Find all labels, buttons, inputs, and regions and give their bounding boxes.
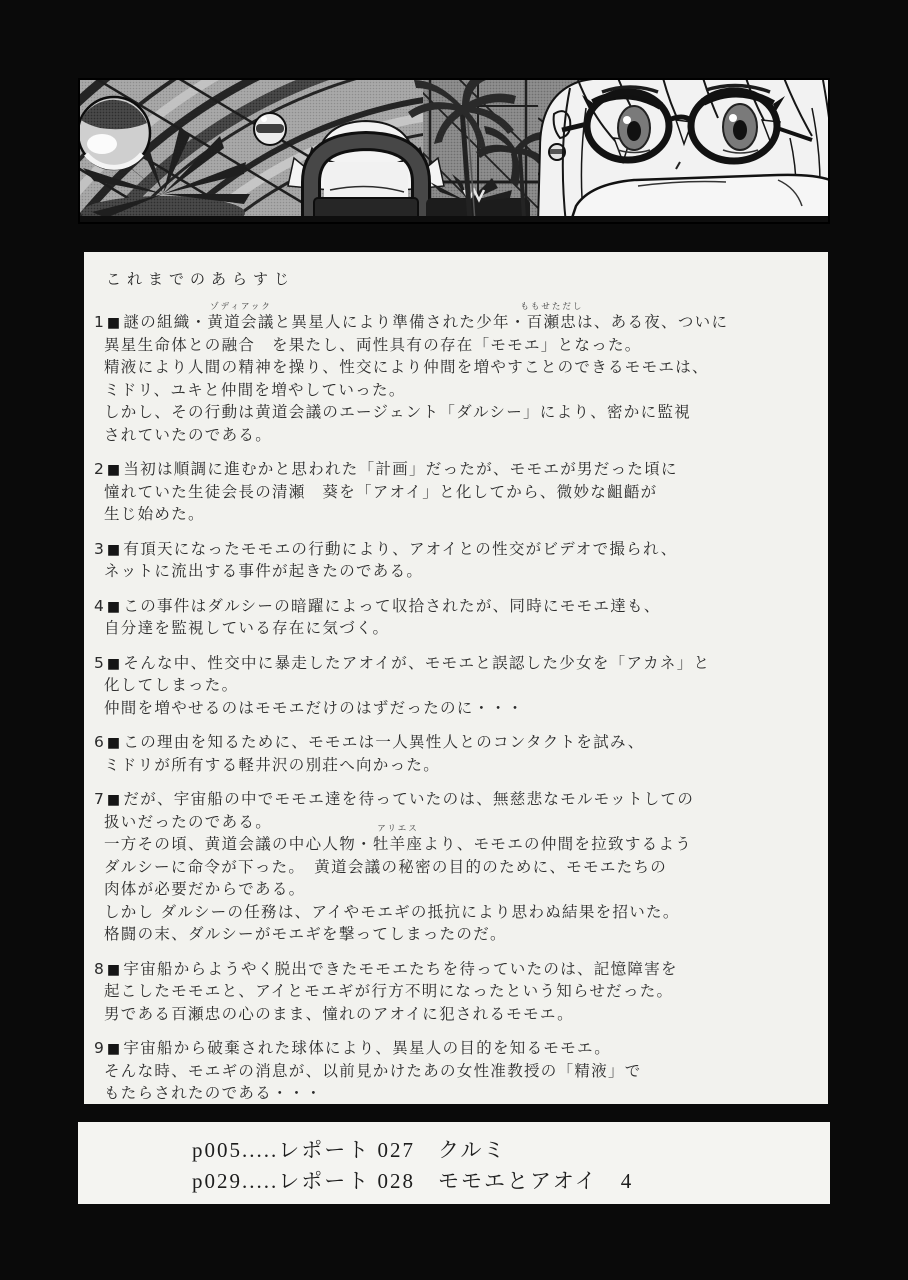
text-segment: ミドリが所有する軽井沢の別荘へ向かった。 bbox=[104, 755, 441, 774]
synopsis-line bbox=[104, 424, 818, 447]
synopsis-line bbox=[104, 980, 818, 1003]
synopsis-line bbox=[104, 811, 818, 834]
paragraph-bullet: ■ bbox=[106, 655, 122, 672]
text-segment: 自分達を監視している存在に気づく。 bbox=[104, 619, 390, 637]
synopsis-line bbox=[104, 617, 818, 640]
synopsis-line bbox=[94, 1037, 818, 1060]
synopsis-line bbox=[104, 901, 818, 924]
synopsis-line bbox=[94, 652, 818, 675]
paragraph-number: 4 bbox=[94, 596, 104, 615]
orb-small bbox=[254, 113, 286, 145]
text-segment: 宇宙船からようやく脱出できたモモエたちを待っていたのは、記憶障害を bbox=[123, 959, 678, 978]
synopsis-title: これまでのあらすじ bbox=[106, 270, 296, 288]
text-segment: もたらされたのである・・・ bbox=[104, 1084, 323, 1102]
text-segment: この理由を知るために、モモエは一人異性人とのコンタクトを試み、 bbox=[123, 733, 645, 751]
synopsis-line bbox=[104, 754, 818, 777]
text-segment: 化してしまった。 bbox=[104, 676, 239, 694]
synopsis-line bbox=[94, 458, 818, 481]
text-segment: 肉体が必要だからである。 bbox=[104, 880, 306, 898]
girl-with-glasses bbox=[538, 78, 830, 224]
synopsis-line bbox=[104, 674, 818, 697]
synopsis-line bbox=[104, 1082, 818, 1104]
paragraph-number: 9 bbox=[94, 1039, 104, 1057]
synopsis-line bbox=[104, 878, 818, 901]
paragraph-bullet: ■ bbox=[106, 541, 122, 558]
text-segment: 生じ始めた。 bbox=[104, 505, 205, 523]
text-segment: 男である百瀬忠の心のまま、憧れのアオイに犯されるモモエ。 bbox=[104, 1004, 574, 1023]
paragraph-bullet: ■ bbox=[106, 961, 122, 978]
synopsis-paragraph bbox=[94, 788, 818, 946]
banner-illustration bbox=[78, 78, 830, 224]
synopsis-line bbox=[104, 401, 818, 424]
synopsis-line bbox=[104, 856, 818, 879]
synopsis-line bbox=[94, 788, 818, 811]
text-segment: 有頂天になったモモエの行動により、アオイとの性交がビデオで撮られ、 bbox=[123, 539, 678, 558]
synopsis-line bbox=[104, 1003, 818, 1026]
synopsis-line bbox=[104, 481, 818, 504]
text-segment: と異星人により準備された少年・ bbox=[274, 313, 527, 331]
ruby-text: ももせただし bbox=[520, 302, 584, 312]
synopsis-paragraph bbox=[94, 458, 818, 526]
text-segment: ダルシーに命令が下った。 黄道会議の秘密の目的のために、モモエたちの bbox=[104, 857, 668, 876]
synopsis-line bbox=[104, 503, 818, 526]
text-segment: 格闘の末、ダルシーがモエギを撃ってしまったのだ。 bbox=[104, 925, 507, 943]
synopsis-line bbox=[104, 560, 818, 583]
synopsis-paragraph bbox=[94, 538, 818, 583]
text-segment: ネットに流出する事件が起きたのである。 bbox=[104, 562, 424, 580]
synopsis-line bbox=[94, 958, 818, 981]
text-segment: この事件はダルシーの暗躍によって収拾されたが、同時にモモエ達も、 bbox=[123, 596, 661, 615]
paragraph-bullet: ■ bbox=[106, 598, 122, 615]
ruby-text: アリエス bbox=[377, 824, 419, 834]
text-segment: 精液により人間の精神を操り、性交により仲間を増やすことのできるモモエは、 bbox=[104, 358, 709, 376]
synopsis-paragraph bbox=[94, 731, 818, 776]
paragraph-bullet: ■ bbox=[106, 462, 122, 478]
text-segment: だが、宇宙船の中でモモエ達を待っていたのは、無慈悲なモルモットしての bbox=[123, 790, 695, 808]
paragraph-number: 8 bbox=[94, 959, 104, 978]
text-segment: しかし、その行動は黄道会議のエージェント「ダルシー」により、密かに監視 bbox=[104, 403, 691, 421]
synopsis-paragraphs bbox=[94, 302, 818, 1104]
text-segment: は、ある夜、ついに bbox=[577, 313, 729, 331]
paragraph-bullet: ■ bbox=[106, 735, 122, 751]
ruby-base: 黄道会議 ゾディアック bbox=[207, 302, 275, 331]
synopsis-line bbox=[104, 923, 818, 946]
paragraph-bullet: ■ bbox=[106, 315, 122, 331]
synopsis-paragraph bbox=[94, 302, 818, 446]
paragraph-bullet: ■ bbox=[106, 792, 122, 808]
synopsis-line bbox=[94, 595, 818, 618]
text-segment: そんな時、モエギの消息が、以前見かけたあの女性准教授の「精液」で bbox=[104, 1061, 642, 1080]
ruby-text: ゾディアック bbox=[210, 302, 272, 312]
synopsis-line bbox=[104, 334, 818, 357]
synopsis-line bbox=[94, 538, 818, 561]
toc-entry-1: p005.....レポート 027 クルミ bbox=[192, 1138, 507, 1162]
toc-entry-2: p029.....レポート 028 モモエとアオイ 4 bbox=[192, 1169, 634, 1193]
text-segment: しかし ダルシーの任務は、アイやモエギの抵抗により思わぬ結果を招いた。 bbox=[104, 902, 680, 921]
synopsis-line bbox=[104, 379, 818, 402]
text-segment: 起こしたモモエと、アイとモエギが行方不明になったという知らせだった。 bbox=[104, 982, 674, 1000]
text-segment: ミドリ、ユキと仲間を増やしていった。 bbox=[104, 380, 406, 399]
paragraph-number: 1 bbox=[94, 313, 104, 331]
synopsis-line bbox=[104, 1060, 818, 1083]
text-segment: そんな中、性交中に暴走したアオイが、モモエと誤認した少女を「アカネ」と bbox=[123, 653, 711, 672]
text-segment: 異星生命体との融合 を果たし、両性具有の存在「モモエ」となった。 bbox=[104, 335, 642, 354]
text-segment: 謎の組織・ bbox=[123, 313, 208, 331]
text-segment: 憧れていた生徒会長の清瀬 葵を「アオイ」と化してから、微妙な齟齬が bbox=[104, 482, 658, 501]
paragraph-number: 7 bbox=[94, 790, 104, 808]
synopsis-line bbox=[104, 824, 818, 856]
paragraph-bullet: ■ bbox=[106, 1041, 122, 1057]
ruby-base: 百瀬忠 ももせただし bbox=[520, 302, 584, 331]
toc-panel bbox=[78, 1122, 830, 1204]
orb-large bbox=[78, 97, 150, 169]
synopsis-line bbox=[104, 697, 818, 720]
paragraph-number: 2 bbox=[94, 460, 104, 478]
synopsis-paragraph bbox=[94, 652, 818, 720]
ruby-base: 牡羊座 アリエス bbox=[372, 824, 424, 853]
synopsis-paragraph bbox=[94, 595, 818, 640]
synopsis-paragraph bbox=[94, 1037, 818, 1104]
synopsis-paragraph bbox=[94, 958, 818, 1026]
synopsis-line bbox=[94, 731, 818, 754]
text-segment: 当初は順調に進むかと思われた「計画」だったが、モモエが男だった頃に bbox=[123, 460, 678, 478]
paragraph-number: 3 bbox=[94, 539, 104, 558]
text-segment: より、モモエの仲間を拉致するよう bbox=[423, 835, 693, 853]
paragraph-number: 6 bbox=[94, 733, 104, 751]
text-segment: 一方その頃、黄道会議の中心人物・ bbox=[104, 835, 373, 853]
synopsis-panel bbox=[84, 252, 828, 1104]
banner-art bbox=[78, 78, 830, 224]
synopsis-line bbox=[104, 356, 818, 379]
text-segment: 仲間を増やせるのはモモエだけのはずだったのに・・・ bbox=[104, 698, 525, 717]
synopsis-line bbox=[94, 302, 818, 334]
text-segment: 扱いだったのである。 bbox=[104, 812, 273, 831]
text-segment: 宇宙船から破棄された球体により、異星人の目的を知るモモエ。 bbox=[123, 1039, 612, 1057]
paragraph-number: 5 bbox=[94, 653, 104, 672]
text-segment: されていたのである。 bbox=[104, 425, 273, 444]
